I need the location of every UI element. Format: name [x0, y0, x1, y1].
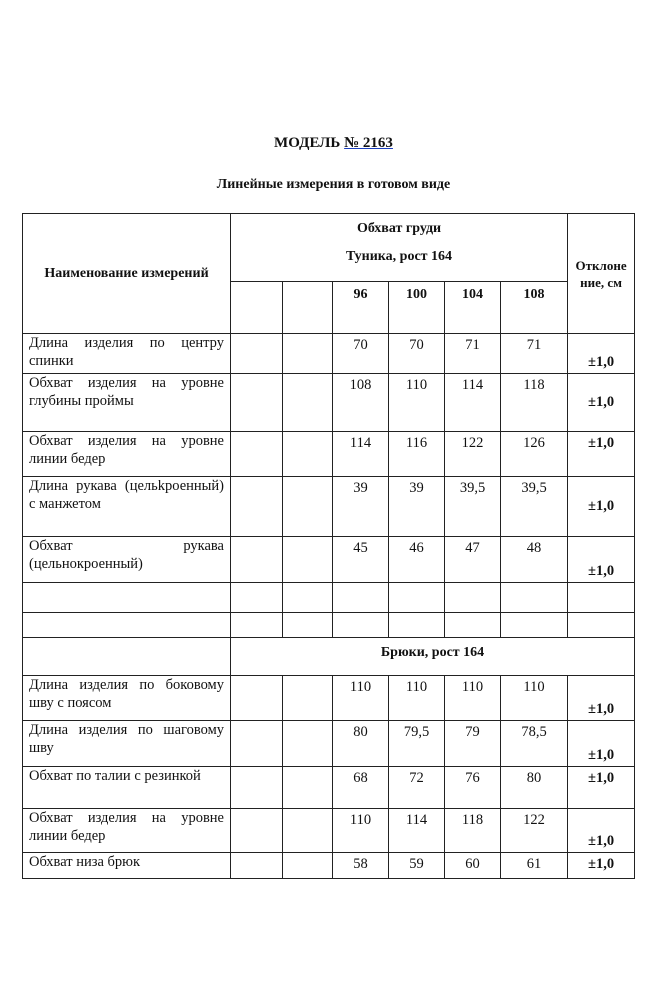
table-row [23, 809, 635, 853]
row-value: 110 [501, 676, 568, 721]
empty-cell [445, 583, 501, 613]
row-value: 47 [445, 537, 501, 583]
row-deviation: ±1,0 [568, 767, 635, 809]
table-row [23, 767, 635, 809]
empty-cell [283, 767, 333, 809]
empty-cell [501, 583, 568, 613]
empty-cell [283, 853, 333, 879]
empty-cell [283, 537, 333, 583]
row-value: 39 [389, 477, 445, 537]
empty-cell [333, 583, 389, 613]
row-value: 126 [501, 432, 568, 477]
row-value: 122 [445, 432, 501, 477]
row-deviation: ±1,0 [568, 676, 635, 721]
row-value: 39,5 [445, 477, 501, 537]
section-trousers: Брюки, рост 164 [231, 638, 635, 676]
empty-cell [283, 477, 333, 537]
empty-cell [389, 613, 445, 638]
table-row [23, 537, 635, 583]
header-size: 96 [333, 282, 389, 334]
empty-row [23, 613, 635, 638]
header-empty-cell [283, 282, 333, 334]
row-name: Длина изделия по боковому шву с поясом [23, 676, 231, 721]
empty-cell [231, 374, 283, 432]
row-value: 70 [333, 334, 389, 374]
empty-cell [231, 809, 283, 853]
document-subtitle: Линейные измерения в готовом виде [216, 177, 451, 192]
empty-cell [389, 583, 445, 613]
row-deviation: ±1,0 [568, 334, 635, 374]
empty-cell [283, 613, 333, 638]
row-deviation: ±1,0 [568, 721, 635, 767]
table-row [23, 334, 635, 374]
row-name: Обхват по талии с резинкой [23, 767, 231, 809]
row-value: 80 [333, 721, 389, 767]
empty-cell [283, 374, 333, 432]
empty-cell [283, 334, 333, 374]
row-value: 68 [333, 767, 389, 809]
empty-cell [23, 638, 231, 676]
row-value: 39 [333, 477, 389, 537]
row-name: Обхват изделия на уровне линии бедер [23, 809, 231, 853]
row-value: 79,5 [389, 721, 445, 767]
header-empty-cell [231, 282, 283, 334]
empty-cell [283, 721, 333, 767]
header-size: 108 [501, 282, 568, 334]
row-value: 71 [445, 334, 501, 374]
measurements-table [22, 213, 635, 879]
row-value: 110 [389, 676, 445, 721]
row-deviation: ±1,0 [568, 537, 635, 583]
empty-cell [231, 432, 283, 477]
empty-cell [231, 721, 283, 767]
empty-cell [231, 537, 283, 583]
row-name: Обхват изделия на уровне линии бедер [23, 432, 231, 477]
empty-cell [231, 477, 283, 537]
header-size: 104 [445, 282, 501, 334]
row-value: 116 [389, 432, 445, 477]
row-value: 110 [333, 809, 389, 853]
empty-cell [231, 583, 283, 613]
empty-cell [231, 767, 283, 809]
row-value: 78,5 [501, 721, 568, 767]
section-row [23, 638, 635, 676]
title-prefix: МОДЕЛЬ [274, 135, 345, 151]
row-deviation: ±1,0 [568, 853, 635, 879]
row-value: 122 [501, 809, 568, 853]
header-name-column: Наименование измерений [23, 214, 231, 334]
header-group [231, 214, 568, 282]
table-row [23, 676, 635, 721]
row-value: 114 [445, 374, 501, 432]
row-value: 46 [389, 537, 445, 583]
row-deviation: ±1,0 [568, 374, 635, 432]
table-row [23, 432, 635, 477]
empty-cell [501, 613, 568, 638]
header-size: 100 [389, 282, 445, 334]
row-value: 45 [333, 537, 389, 583]
row-name: Обхват низа брюк [23, 853, 231, 879]
empty-cell [231, 853, 283, 879]
row-value: 59 [389, 853, 445, 879]
row-name: Обхват изделия на уровне глубины проймы [23, 374, 231, 432]
table-row [23, 721, 635, 767]
row-value: 114 [389, 809, 445, 853]
row-value: 72 [389, 767, 445, 809]
empty-row [23, 583, 635, 613]
row-value: 110 [389, 374, 445, 432]
row-value: 39,5 [501, 477, 568, 537]
row-value: 118 [445, 809, 501, 853]
row-value: 60 [445, 853, 501, 879]
empty-cell [231, 676, 283, 721]
header-group-title: Обхват груди [356, 221, 442, 236]
model-number: № 2163 [344, 135, 393, 151]
row-deviation: ±1,0 [568, 432, 635, 477]
empty-cell [231, 334, 283, 374]
empty-cell [231, 613, 283, 638]
row-value: 48 [501, 537, 568, 583]
row-value: 110 [333, 676, 389, 721]
empty-cell [445, 613, 501, 638]
row-value: 80 [501, 767, 568, 809]
empty-cell [568, 613, 635, 638]
header-deviation: Отклоне ние, см [568, 214, 635, 334]
header-product: Туника, рост 164 [346, 249, 453, 264]
row-deviation: ±1,0 [568, 477, 635, 537]
row-value: 110 [445, 676, 501, 721]
table-row [23, 374, 635, 432]
document-title [0, 135, 667, 152]
empty-cell [23, 583, 231, 613]
row-name: Длина рукава (цельkроенный) с манжетом [23, 477, 231, 537]
table-row [23, 853, 635, 879]
empty-cell [23, 613, 231, 638]
row-value: 76 [445, 767, 501, 809]
row-value: 58 [333, 853, 389, 879]
empty-cell [283, 676, 333, 721]
row-value: 114 [333, 432, 389, 477]
empty-cell [283, 809, 333, 853]
row-deviation: ±1,0 [568, 809, 635, 853]
row-name: Длина изделия по центру спинки [23, 334, 231, 374]
row-value: 61 [501, 853, 568, 879]
row-name: Обхват рукава (цельнокроенный) [23, 537, 231, 583]
table-row [23, 477, 635, 537]
row-value: 71 [501, 334, 568, 374]
row-value: 108 [333, 374, 389, 432]
row-name: Длина изделия по шаговому шву [23, 721, 231, 767]
empty-cell [283, 583, 333, 613]
row-value: 79 [445, 721, 501, 767]
empty-cell [568, 583, 635, 613]
row-value: 70 [389, 334, 445, 374]
empty-cell [283, 432, 333, 477]
row-value: 118 [501, 374, 568, 432]
empty-cell [333, 613, 389, 638]
